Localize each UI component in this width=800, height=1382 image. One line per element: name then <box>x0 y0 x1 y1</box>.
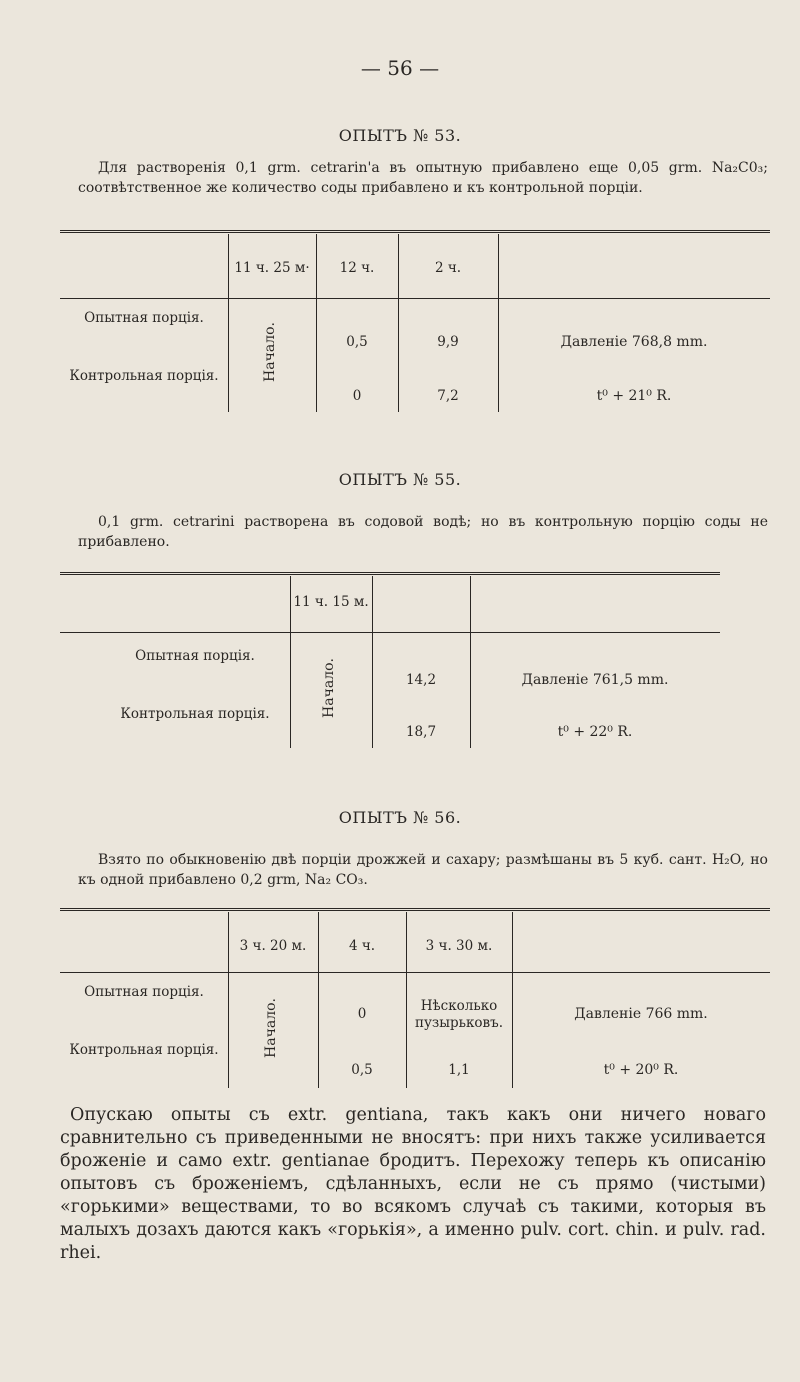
experiment-55-title: ОПЫТЪ № 55. <box>338 470 462 489</box>
experiment-56-title: ОПЫТЪ № 56. <box>338 808 462 827</box>
experiment-53-intro-text: Для растворенія 0,1 grm. cetrarin'a въ опытную прибавлено еще 0,05 grm. Na₂C0₃; соотвѣтственное же количество соды прибавлено и къ контрольной порціи. <box>78 160 768 196</box>
experiment-53-header-1: 11 ч. 25 м· <box>234 260 310 276</box>
closing-paragraph-text: Опускаю опыты съ extr. gentiana, такъ какъ они ничего новаго сравнительно съ приведенными не вносятъ: при нихъ также усиливается броженіе и само extr. gentianae бродитъ. Перехожу теперь къ описанію опытовъ съ броженіемъ, сдѣланныхъ, если не съ прямо (чистыми) «горькими» веществами, то во всякомъ случаѣ съ такими, которыя въ малыхъ дозахъ даются какъ «горькія», а именно pulv. cort. chin. и pulv. rad. rhei. <box>60 1105 766 1263</box>
experiment-53-start-label: Начало. <box>262 322 278 382</box>
experiment-53-row-label: Опытная порція. <box>84 310 204 326</box>
experiment-53-table <box>60 230 770 420</box>
experiment-56-cell: Нѣсколько пузырьковъ. <box>414 998 504 1031</box>
page-number: — 56 — <box>360 56 440 80</box>
experiment-56-intro <box>78 850 768 890</box>
experiment-56-table <box>60 908 770 1092</box>
experiment-56-header-1: 3 ч. 20 м. <box>239 938 307 954</box>
experiment-53-header-3: 2 ч. <box>434 260 462 276</box>
experiment-56-start-label: Начало. <box>263 998 279 1058</box>
experiment-53-header-2: 12 ч. <box>339 260 375 276</box>
experiment-55-row-label: Опытная порція. <box>135 648 255 664</box>
experiment-56-intro-text: Взято по обыкновенію двѣ порціи дрожжей и сахару; размѣшаны въ 5 куб. сант. H₂O, но къ одной прибавлено 0,2 grm, Na₂ CO₃. <box>78 852 768 888</box>
experiment-53-note: t⁰ + 21⁰ R. <box>596 388 672 404</box>
experiment-53-title: ОПЫТЪ № 53. <box>338 126 462 145</box>
experiment-56-cell: 0,5 <box>351 1062 373 1078</box>
experiment-56-row-label: Опытная порція. <box>84 984 204 1000</box>
experiment-55-row-label: Контрольная порція. <box>120 706 270 722</box>
experiment-55-table <box>60 572 720 752</box>
experiment-53-row-label: Контрольная порція. <box>69 368 219 384</box>
experiment-55-intro <box>78 512 768 552</box>
experiment-56-note: Давленіе 766 mm. <box>574 1006 708 1022</box>
experiment-53-cell: 7,2 <box>437 388 459 404</box>
experiment-53-cell: 9,9 <box>437 334 459 350</box>
experiment-56-note: t⁰ + 20⁰ R. <box>603 1062 679 1078</box>
experiment-55-intro-text: 0,1 grm. cetrarini растворена въ содовой водѣ; но въ контрольную порцію соды не прибавлено. <box>78 514 768 550</box>
experiment-56-cell: 1,1 <box>448 1062 470 1078</box>
experiment-55-start-label: Начало. <box>321 658 337 718</box>
experiment-56-cell: 0 <box>357 1006 367 1022</box>
experiment-56-header-2: 4 ч. <box>348 938 376 954</box>
experiment-55-note: t⁰ + 22⁰ R. <box>557 724 633 740</box>
experiment-55-cell: 18,7 <box>405 724 437 740</box>
experiment-53-cell: 0,5 <box>346 334 368 350</box>
closing-paragraph <box>60 1104 766 1265</box>
experiment-55-cell: 14,2 <box>405 672 437 688</box>
experiment-53-intro <box>78 158 768 198</box>
experiment-55-header-1: 11 ч. 15 м. <box>293 594 369 610</box>
experiment-56-header-3: 3 ч. 30 м. <box>425 938 493 954</box>
experiment-53-cell: 0 <box>352 388 362 404</box>
experiment-55-note: Давленіе 761,5 mm. <box>521 672 669 688</box>
experiment-53-note: Давленіе 768,8 mm. <box>560 334 708 350</box>
experiment-56-row-label: Контрольная порція. <box>69 1042 219 1058</box>
